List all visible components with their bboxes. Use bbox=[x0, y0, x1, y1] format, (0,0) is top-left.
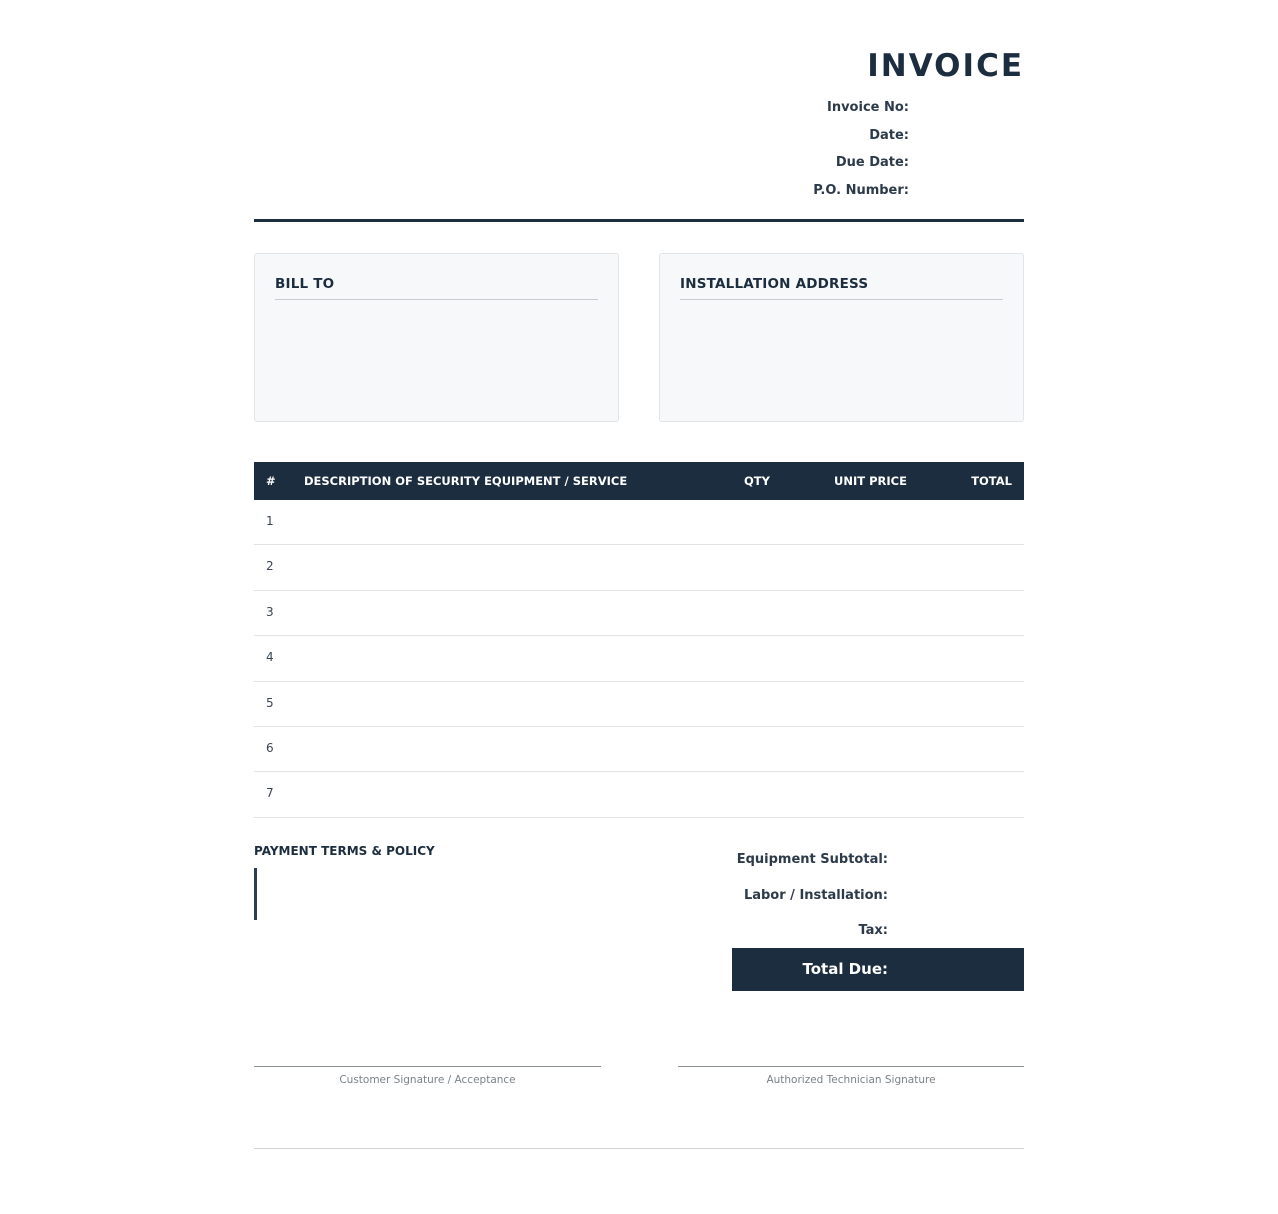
column-header-qty: QTY bbox=[744, 474, 770, 488]
table-row bbox=[254, 545, 1024, 590]
tax-label: Tax: bbox=[858, 923, 888, 938]
due-date-label: Due Date: bbox=[835, 155, 909, 171]
labor-installation-label: Labor / Installation: bbox=[743, 887, 888, 903]
row-number: 3 bbox=[266, 604, 274, 619]
bill-to-box bbox=[254, 253, 619, 422]
technician-signature-line bbox=[678, 1066, 1024, 1067]
invoice-no-label: Invoice No: bbox=[826, 100, 909, 115]
po-number-label: P.O. Number: bbox=[813, 182, 909, 198]
invoice-title: INVOICE bbox=[867, 48, 1024, 84]
line-items-table bbox=[254, 462, 1024, 818]
invoice-meta bbox=[813, 98, 909, 208]
date-label: Date: bbox=[869, 127, 909, 143]
table-row bbox=[254, 500, 1024, 545]
total-due-bar bbox=[732, 948, 1024, 991]
row-number: 7 bbox=[266, 786, 274, 801]
column-header-total: TOTAL bbox=[971, 474, 1012, 488]
technician-signature-label: Authorized Technician Signature bbox=[766, 1074, 936, 1086]
table-row bbox=[254, 727, 1024, 772]
table-row bbox=[254, 636, 1024, 681]
row-number: 5 bbox=[266, 695, 274, 710]
installation-address-heading: INSTALLATION ADDRESS bbox=[680, 276, 1003, 300]
row-number: 4 bbox=[266, 650, 274, 665]
table-row bbox=[254, 591, 1024, 636]
row-number: 2 bbox=[266, 559, 274, 574]
footer-divider bbox=[254, 1148, 1024, 1149]
row-number: 1 bbox=[266, 514, 274, 528]
bill-to-heading: BILL TO bbox=[275, 276, 598, 300]
table-row bbox=[254, 772, 1024, 817]
column-header-number: # bbox=[266, 474, 276, 488]
invoice-page bbox=[254, 0, 1024, 1214]
installation-address-box bbox=[659, 253, 1024, 422]
equipment-subtotal-label: Equipment Subtotal: bbox=[736, 852, 888, 867]
row-number: 6 bbox=[266, 740, 274, 755]
customer-signature-label: Customer Signature / Acceptance bbox=[339, 1074, 516, 1086]
payment-terms-heading: PAYMENT TERMS & POLICY bbox=[254, 844, 435, 858]
customer-signature-line bbox=[254, 1066, 601, 1067]
column-header-unit-price: UNIT PRICE bbox=[834, 474, 907, 488]
table-header bbox=[254, 462, 1024, 500]
column-header-description: DESCRIPTION OF SECURITY EQUIPMENT / SERVICE bbox=[304, 474, 628, 488]
payment-terms-accent-bar bbox=[254, 868, 257, 920]
header-divider bbox=[254, 219, 1024, 222]
total-due-label: Total Due: bbox=[802, 960, 888, 978]
totals-block bbox=[732, 848, 1024, 955]
table-row bbox=[254, 682, 1024, 727]
